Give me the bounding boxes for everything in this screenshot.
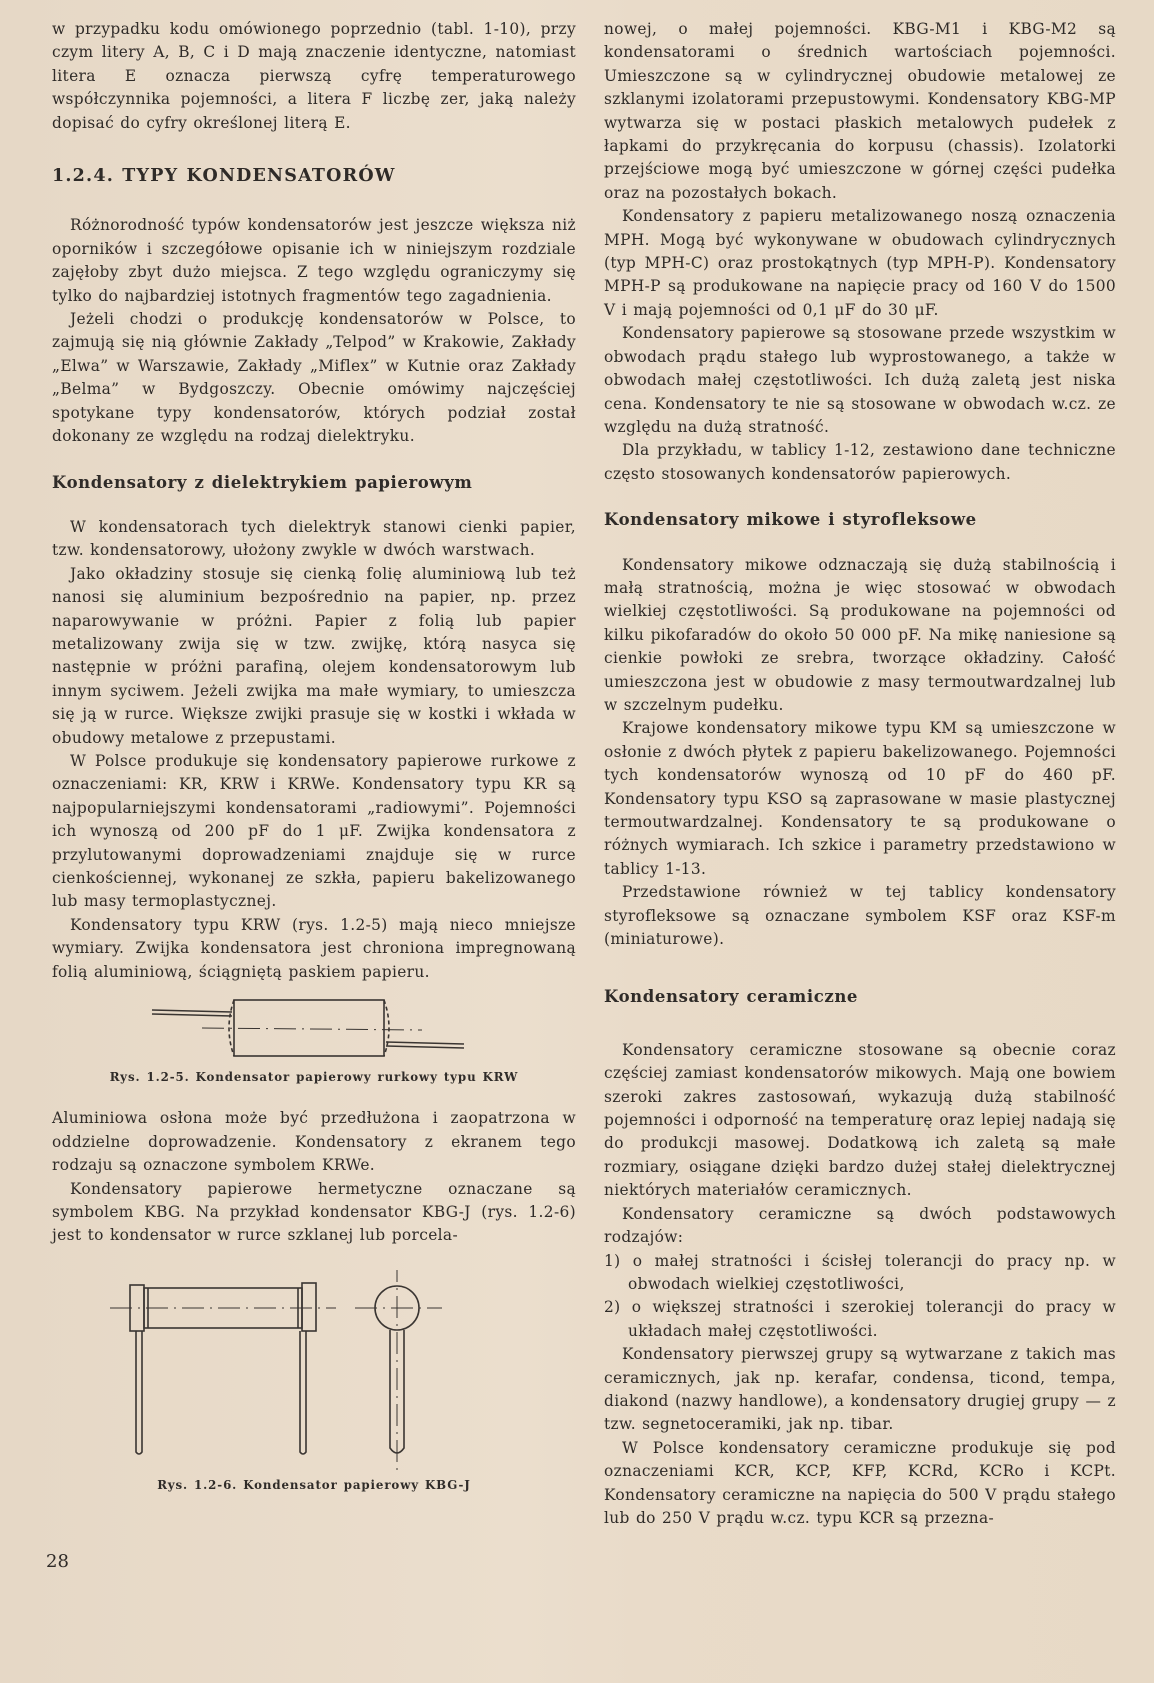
paper-paragraph: Kondensatory typu KRW (rys. 1.2-5) mają nieco mniejsze wymiary. Zwijka kondensatora jest chroniona impregnowaną folią aluminiową, ściągniętą paskiem papieru. — [52, 915, 576, 981]
ceramic-list-item: 1) o małej stratności i ścisłej tolerancji do pracy np. w obwodach wielkiej częstotliwości, — [604, 1251, 1116, 1293]
continuation-paragraph: nowej, o małej pojemności. KBG-M1 i KBG-M2 są kondensatorami o średnich wartościach pojemności. Umieszczone są w cylindrycznej obudowie metalowej ze szklanymi izolatorami przepustowymi. Kondensatory KBG-MP wytwarza się w postaci płaskich metalowych pudełek z łapkami do przykręcania do korpusu (chassis). Izolatorki przejściowe mogą być umieszczone w górnej części pudełka oraz na pozostałych bokach. — [604, 20, 1116, 202]
left-column — [52, 18, 576, 1515]
paper-capacitors-heading: Kondensatory z dielektrykiem papierowym — [52, 472, 473, 492]
mica-paragraph: Przedstawione również w tej tablicy kondensatory styrofleksowe są oznaczane symbolem KSF oraz KSF-m (miniaturowe). — [604, 883, 1116, 949]
section-paragraph: Jeżeli chodzi o produkcję kondensatorów w Polsce, to zajmują się nią głównie Zakłady „Telpod” w Krakowie, Zakłady „Elwa” w Warszawie, Zakłady „Miflex” w Kutnie oraz Zakłady „Belma” w Bydgoszczy. Obecnie omówimy najczęściej spotykane typy kondensatorów, których podział został dokonany ze względu na rodzaj dielektryku. — [52, 310, 576, 446]
continuation-paragraph: Kondensatory z papieru metalizowanego noszą oznaczenia MPH. Mogą być wykonywane w obudowach cylindrycznych (typ MPH-C) oraz prostokątnych (typ MPH-P). Kondensatory MPH-P są produkowane na napięcie pracy od 160 V do 1500 V i mają pojemności od 0,1 μF do 30 μF. — [604, 207, 1116, 319]
figure-kbg-j-capacitor — [52, 1270, 576, 1470]
right-column — [604, 18, 1116, 1530]
lead-wire-right — [300, 1331, 306, 1454]
section-paragraph: Różnorodność typów kondensatorów jest jeszcze większa niż oporników i szczegółowe opisanie ich w niniejszym rozdziale zajęłoby zbyt dużo miejsca. Z tego względu ograniczymy się tylko do najbardziej istotnych fragmentów tego zagadnienia. — [52, 216, 576, 305]
continuation-paragraph: Dla przykładu, w tablicy 1-12, zestawiono dane techniczne często stosowanych kondensatorów papierowych. — [604, 441, 1116, 483]
mica-paragraph: Krajowe kondensatory mikowe typu KM są umieszczone w osłonie z dwóch płytek z papieru bakelizowanego. Pojemności tych kondensatorów wynoszą od 10 pF do 460 pF. Kondensatory typu KSO są zaprasowane w masie plastycznej termoutwardzalnej. Kondensatory te są produkowane o różnych wymiarach. Ich szkice i parametry przedstawiono w tablicy 1-13. — [604, 719, 1116, 878]
section-title: 1.2.4. TYPY KONDENSATORÓW — [52, 166, 396, 187]
ceramic-paragraph: Kondensatory pierwszej grupy są wytwarzane z takich mas ceramicznych, jak np. kerafar, condensa, ticond, tempa, diakond (nazwy handlowe), a kondensatory drugiej grupy — z tzw. segnetoceramiki, jak np. tibar. — [604, 1345, 1116, 1434]
paper-paragraph: W kondensatorach tych dielektryk stanowi cienki papier, tzw. kondensatorowy, ułożony zwykle w dwóch warstwach. — [52, 517, 576, 560]
ceramic-paragraph: Kondensatory ceramiczne są dwóch podstawowych rodzajów: — [604, 1204, 1116, 1247]
lead-right-edge — [386, 1046, 464, 1048]
lead-wire-left — [136, 1331, 142, 1454]
ceramic-paragraph: W Polsce kondensatory ceramiczne produkuje się pod oznaczeniami KCR, KCP, KFP, KCRd, KCRo i KCPt. Kondensatory ceramiczne na napięcia do 500 V prądu stałego lub do 250 V prądu w.cz. typu KCR są przezna- — [604, 1438, 1116, 1527]
continuation-paragraph: Kondensatory papierowe są stosowane przede wszystkim w obwodach prądu stałego lub wyprostowanego, a także w obwodach małej częstotliwości. Ich dużą zaletą jest niska cena. Kondensatory te nie są stosowane w obwodach w.cz. ze względu na dużą stratność. — [604, 324, 1116, 436]
mica-capacitors-heading: Kondensatory mikowe i styrofleksowe — [604, 510, 977, 530]
ceramic-paragraph: Kondensatory ceramiczne stosowane są obecnie coraz częściej zamiast kondensatorów mikowych. Mają one bowiem szeroki zakres zastosowań, wykazują dużą stabilność pojemności i odporność na temperaturę oraz lepiej nadają się do produkcji masowej. Dodatkową ich zaletą są małe rozmiary, osiągane dzięki bardzo dużej stałej dielektrycznej niektórych materiałów ceramicznych. — [604, 1040, 1116, 1200]
lead-left — [152, 1010, 232, 1012]
ceramic-capacitors-heading: Kondensatory ceramiczne — [604, 987, 859, 1007]
paper-paragraph: W Polsce produkuje się kondensatory papierowe rurkowe z oznaczeniami: KR, KRW i KRWe. Kondensatory typu KR są najpopularniejszymi kondensatorami „radiowymi”. Pojemności ich wynoszą od 200 pF do 1 μF. Zwijka kondensatora z przylutowanymi doprowadzeniami znajduje się w rurce cienkościennej, wykonanej ze szkła, papieru bakelizowanego lub masy termoplastycznej. — [52, 751, 576, 911]
mica-paragraph: Kondensatory mikowe odznaczają się dużą stabilnością i małą stratnością, można je więc stosować w obwodach wielkiej częstotliwości. Są produkowane na pojemności od kilku pikofaradów do około 50 000 pF. Na mikę naniesione są cienkie powłoki ze srebra, tworzące okładziny. Całość umieszczona jest w obudowie z masy termoutwardzalnej lub w szczelnym pudełku. — [604, 555, 1116, 714]
figure2-caption: Rys. 1.2-6. Kondensator papierowy KBG-J — [157, 1477, 471, 1492]
after-figure-paragraph: Aluminiowa osłona może być przedłużona i zaopatrzona w oddzielne doprowadzenie. Kondensatory z ekranem tego rodzaju są oznaczone symbolem KRWe. — [52, 1109, 576, 1175]
figure1-caption: Rys. 1.2-5. Kondensator papierowy rurkowy typu KRW — [109, 1070, 519, 1085]
end-cap-right — [302, 1283, 316, 1331]
krw-capacitor-drawing — [52, 992, 576, 1062]
ceramic-list-item: 2) o większej stratności i szerokiej tolerancji do pracy w układach małej częstotliwości. — [604, 1298, 1116, 1340]
intro-paragraph: w przypadku kodu omówionego poprzednio (tabl. 1-10), przy czym litery A, B, C i D mają znaczenie identyczne, natomiast litera E oznacza pierwszą cyfrę temperaturowego współczynnika pojemności, a litera F liczbę zer, jaką należy dopisać do cyfry określonej literą E. — [52, 20, 576, 132]
paper-paragraph: Jako okładziny stosuje się cienką folię aluminiową lub też nanosi się aluminium bezpośrednio na papier, np. przez naparowywanie w próżni. Papier z folią lub papier metalizowany zwija się w tzw. zwijkę, którą nasyca się następnie w próżni parafiną, olejem kondensatorowym lub innym syciwem. Jeżeli zwijka ma małe wymiary, to umieszcza się ją w rurce. Większe zwijki prasuje się w kostki i wkłada w obudowy metalowe z przepustami. — [52, 564, 576, 747]
end-cap-left — [130, 1285, 144, 1331]
lead-left-edge — [152, 1014, 232, 1016]
lead-right — [386, 1042, 464, 1044]
after-figure-paragraph: Kondensatory papierowe hermetyczne oznaczane są symbolem KBG. Na przykład kondensator KBG-J (rys. 1.2-6) jest to kondensator w rurce szklanej lub porcela- — [52, 1179, 576, 1245]
page-number: 28 — [46, 1551, 69, 1572]
kbg-j-capacitor-drawing — [52, 1270, 576, 1470]
figure-krw-capacitor — [52, 992, 576, 1062]
